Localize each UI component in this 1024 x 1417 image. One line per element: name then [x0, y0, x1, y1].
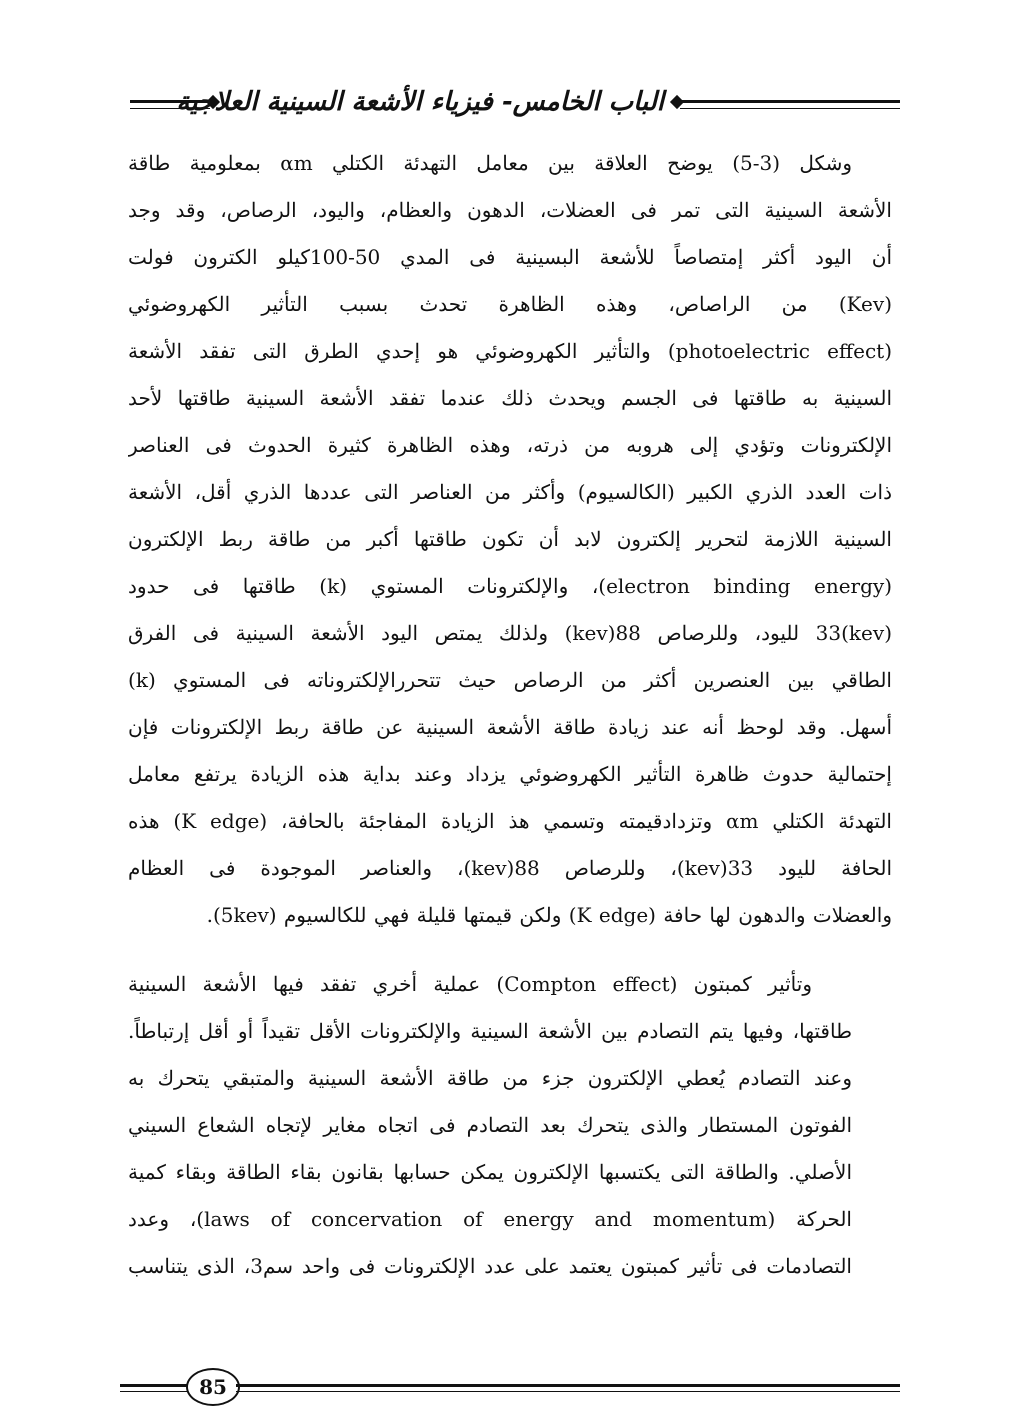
- text-line: الحافة لليود 33(kev)، وللرصاص 88(kev)، والعناصر الموجودة فى العظام: [128, 856, 892, 880]
- text-line: وعند التصادم يُعطي الإلكترون جزء من طاقة الأشعة السينية والمتبقي يتحرك به: [128, 1066, 852, 1090]
- text-line: (photoelectric effect) والتأثير الكهروضوئي هو إحدي الطرق التى تفقد الأشعة: [128, 339, 892, 363]
- text-line: طاقتها، وفيها يتم التصادم بين الأشعة السينية والإلكترونات الأقل تقيداً أو أقل إرتباطاً.: [128, 1019, 852, 1043]
- chapter-title: الباب الخامس- فيزياء الأشعة السينية العلاجية: [176, 87, 664, 117]
- text-line: أسهل. وقد لوحظ أنه عند زيادة طاقة الأشعة السينية عن طاقة ربط الإلكترونات فإن: [128, 715, 892, 739]
- page-footer: [120, 1368, 900, 1408]
- text-line: وشكل (3-5) يوضح العلاقة بين معامل التهدئة الكتلي αm بمعلومية طاقة: [128, 151, 852, 175]
- page-header: [120, 76, 900, 126]
- text-line: السينية اللازمة لتحرير إلكترون لابد أن تكون طاقتها أكبر من طاقة ربط الإلكترون: [128, 527, 892, 551]
- text-line: إحتمالية حدوث ظاهرة التأثير الكهروضوئي يزداد وعند بداية هذه الزيادة يرتفع معامل: [128, 762, 892, 786]
- text-line: السينية به طاقتها فى الجسم ويحدث ذلك عندما تفقد الأشعة السينية طاقتها لأحد: [128, 386, 892, 410]
- text-line: الأصلي. والطاقة التى يكتسبها الإلكترون يمكن حسابها بقانون بقاء الطاقة وبقاء كمية: [128, 1160, 852, 1184]
- text-line: والعضلات والدهون لها حافة (K edge) ولكن قيمتها قليلة فهي للكالسيوم (5kev).: [206, 903, 892, 927]
- text-line: ذات العدد الذري الكبير (الكالسيوم) وأكثر من العناصر التى عددها الذري أقل، الأشعة: [128, 480, 892, 504]
- text-line: (kev)33 لليود، وللرصاص 88(kev) ولذلك يمتص اليود الأشعة السينية فى الفرق: [128, 621, 892, 645]
- footer-rule-right: [236, 1384, 900, 1392]
- footer-rule-left: [120, 1384, 190, 1392]
- page-number: 85: [186, 1368, 240, 1406]
- text-line: الإلكترونات وتؤدي إلى هروبه من ذرته، وهذه الظاهرة كثيرة الحدوث فى العناصر: [128, 433, 892, 457]
- text-line: وتأثير كمبتون (Compton effect) عملية أخري تفقد فيها الأشعة السينية: [128, 972, 812, 996]
- text-line: (electron binding energy)، والإلكترونات المستوي (k) طاقتها فى حدود: [128, 574, 892, 598]
- paragraph-photoelectric: [128, 140, 892, 939]
- text-line: التصادمات فى تأثير كمبتون يعتمد على عدد الإلكترونات فى واحد سم3، الذى يتناسب: [128, 1254, 852, 1278]
- paragraph-compton: [128, 961, 892, 1290]
- text-line: الطاقي بين العنصرين أكثر من الرصاص حيث تتحررالإلكتروناته فى المستوي (k): [128, 668, 892, 692]
- text-line: (Kev) من الراصاص، وهذه الظاهرة تحدث بسبب التأثير الكهروضوئي: [128, 292, 892, 316]
- text-line: الحركة (laws of concervation of energy and momentum)، وعدد: [128, 1207, 852, 1231]
- text-line: أن اليود أكثر إمتصاصاً للأشعة البسينية فى المدي 50-100كيلو الكترون فولت: [128, 245, 892, 269]
- text-line: الفوتون المستطار والذى يتحرك بعد التصادم فى اتجاه مغاير لإتجاه الشعاع السيني: [128, 1113, 852, 1137]
- body-text: [128, 140, 892, 1290]
- text-line: الأشعة السينية التى تمر فى العضلات، الدهون والعظام، واليود، الرصاص، وقد وجد: [128, 198, 892, 222]
- header-rule-right: [680, 100, 900, 109]
- text-line: التهدئة الكتلي αm وتزدادقيمته وتسمي هذ الزيادة المفاجئة بالحافة، (K edge) هذه: [128, 809, 892, 833]
